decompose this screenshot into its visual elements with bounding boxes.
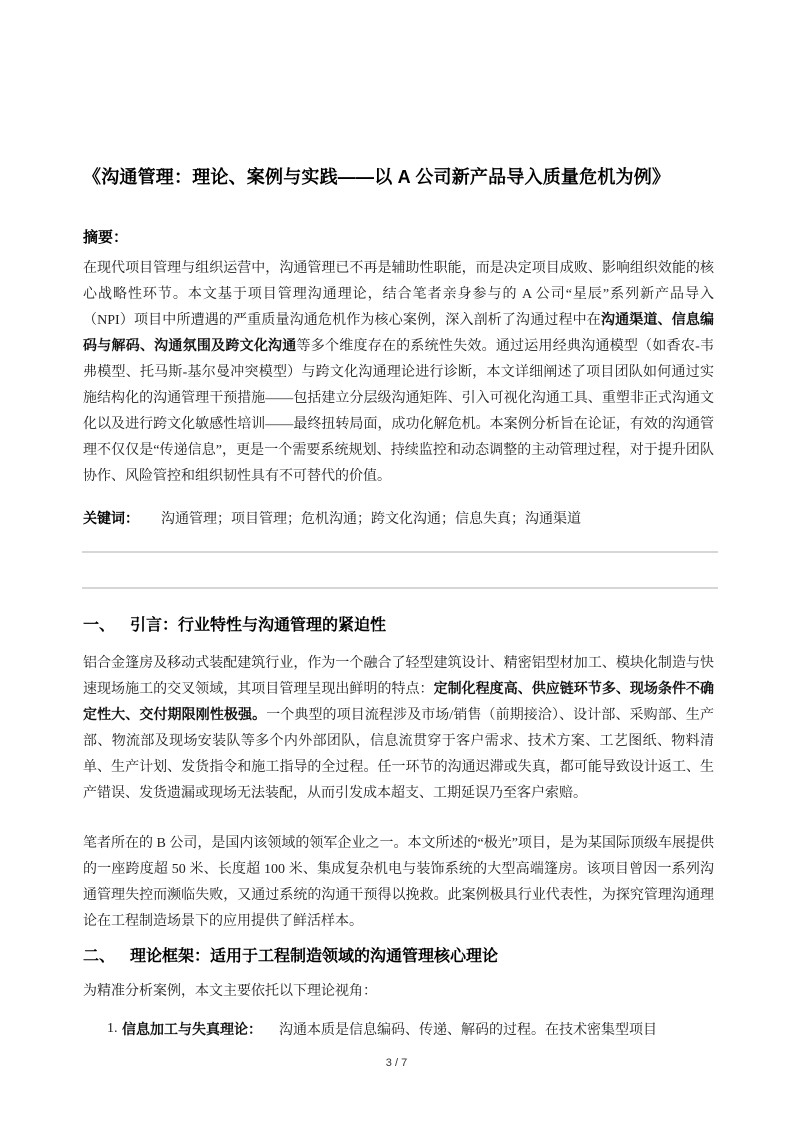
section-2-intro: 为精准分析案例，本文主要依托以下理论视角：	[83, 984, 377, 999]
list-item-text: 沟通本质是信息编码、传递、解码的过程。在技术密集型项目	[279, 1023, 657, 1038]
keywords-line	[83, 507, 714, 531]
section-1-title: 引言：行业特性与沟通管理的紧迫性	[130, 617, 387, 634]
keywords-label: 关键词：	[83, 510, 139, 526]
emphasized-text: 沟通渠道、信息编码与解码、沟通氛围及跨文化沟通	[83, 313, 715, 354]
section-1-paragraph-1	[83, 651, 714, 807]
text-segment: 铝合金篷房及移动式装配建筑行业，作为一个融合了轻型建筑设计、精密铝型材加工、模块化制造与快速现场施工的交叉领域，其项目管理呈现出鲜明的特点：	[83, 656, 714, 697]
section-1-number: 一、	[83, 617, 116, 634]
text-segment: 在现代项目管理与组织运营中，沟通管理已不再是辅助性职能，而是决定项目成败、影响组织效能的核心战略性环节。本文基于项目管理沟通理论，结合笔者亲身参与的 A 公司“星辰”系列新产品导入（NPI）项目中所遭遇的严重质量沟通危机作为核心案例，深入剖析了沟通过程中在	[83, 261, 714, 328]
text-segment: 一个典型的项目流程涉及市场/销售（前期接洽）、设计部、采购部、生产部、物流部及现场安装队等多个内外部团队，信息流贯穿于客户需求、技术方案、工艺图纸、物料清单、生产计划、发货指令和施工指导的全过程。任一环节的沟通迟滞或失真，都可能导致设计返工、生产错误、发货遗漏或现场无法装配，从而引发成本超支、工期延误乃至客户索赔。	[83, 708, 714, 801]
numbered-list-item-1	[83, 1016, 714, 1044]
section-2-title: 理论框架：适用于工程制造领域的沟通管理核心理论	[130, 948, 499, 965]
paper-title: 《沟通管理：理论、案例与实践——以 A 公司新产品导入质量危机为例》	[83, 167, 671, 187]
list-item-term: 信息加工与失真理论：	[122, 1021, 262, 1037]
text-segment: 等多个维度存在的系统性失效。通过运用经典沟通模型（如香农-韦弗模型、托马斯-基尔曼冲突模型）与跨文化沟通理论进行诊断，本文详细阐述了项目团队如何通过实施结构化的沟通管理干预措施——包括建立分层级沟通矩阵、引入可视化沟通工具、重塑非正式沟通文化以及进行跨文化敏感性培训——最终扭转局面，成功化解危机。本案例分析旨在论证，有效的沟通管理不仅仅是“传递信息”，更是一个需要系统规划、持续监控和动态调整的主动管理过程，对于提升团队协作、风险管控和组织韧性具有不可替代的价值。	[83, 339, 714, 484]
page-number: 3 / 7	[385, 1057, 408, 1069]
section-2-number: 二、	[83, 948, 116, 965]
section-1-paragraph-2: 笔者所在的 B 公司，是国内该领域的领军企业之一。本文所述的“极光”项目，是为某国际顶级车展提供的一座跨度超 50 米、长度超 100 米、集成复杂机电与装饰系统的大型高端篷房。该项目曾因一系列沟通管理失控而濒临失败，又通过系统的沟通干预得以挽救。此案例极具行业代表性，为探究管理沟通理论在工程制造场景下的应用提供了鲜活样本。	[83, 836, 714, 929]
keywords-value: 沟通管理；项目管理；危机沟通；跨文化沟通；信息失真；沟通渠道	[161, 512, 581, 527]
section-1-heading	[83, 614, 714, 638]
abstract-paragraph	[83, 256, 714, 490]
emphasized-text: 定制化程度高、供应链环节多、现场条件不确定性大、交付期限刚性极强。	[83, 682, 715, 723]
divider-line-bottom	[82, 587, 718, 589]
list-item-number: 1.	[107, 1021, 118, 1036]
section-2-heading	[83, 945, 714, 969]
abstract-heading: 摘要：	[83, 229, 129, 246]
divider-line-top	[82, 551, 718, 553]
